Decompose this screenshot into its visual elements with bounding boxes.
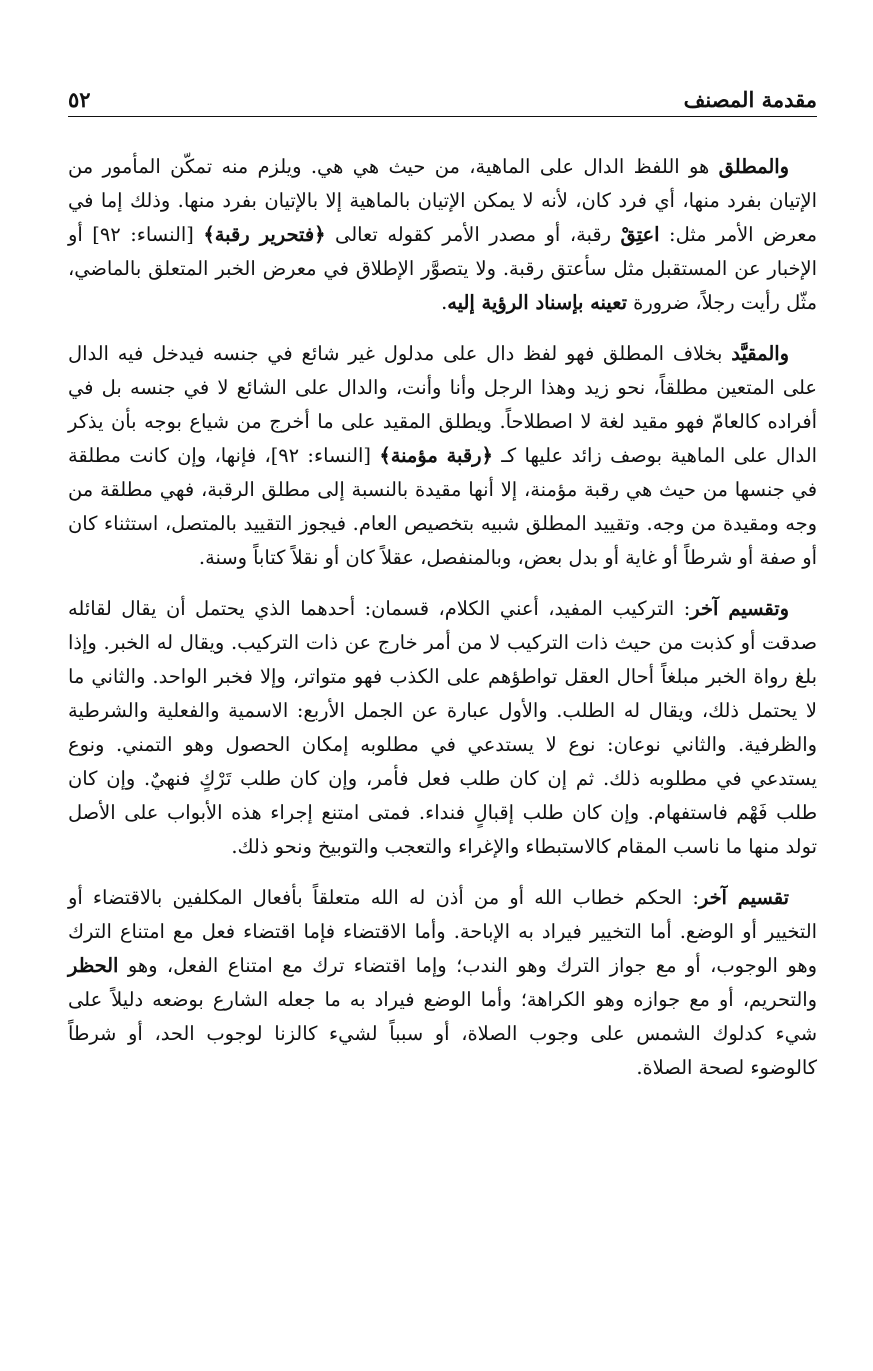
paragraph-muqayyad xyxy=(68,337,817,575)
term-itiq: اعتِقْ xyxy=(620,223,660,246)
running-title: مقدمة المصنف xyxy=(683,87,817,112)
page-number: ٥٢ xyxy=(68,87,91,112)
term-mutlaq: والمطلق xyxy=(718,155,789,178)
text-span: : التركيب المفيد، أعني الكلام، قسمان: أحدهما الذي يحتمل أن يقال لقائله صدقت أو كذبت من حيث ذات التركيب لا من أمر خارج عن ذات التركيب. ويقال له الخبر. وإذا بلغ رواة الخبر مبلغاً أحال العقل تواطؤهم على الكذب فهو متواتر، وإلا فخبر الواحد. والثاني ما لا يحتمل ذلك، ويقال له الطلب. والأول عبارة عن الجمل الأربع: الاسمية والفعلية والشرطية والظرفية. والثاني نوعان: نوع لا يستدعي في مطلوبه إمكان الحصول وهو التمني. ونوع يستدعي في مطلوبه ذلك. ثم إن كان طلب فعل فأمر، وإن كان طلب تَرْكٍ فنهيٌ. وإن كان طلب فَهْم فاستفهام. وإن كان طلب إقبالٍ فنداء. فمتى امتنع إجراء هذه الأبواب على الأصل تولد منها ما ناسب المقام كالاستبطاء والإغراء والتعجب والتوبيخ ونحو ذلك. xyxy=(68,597,817,858)
text-span: هو اللفظ الدال على الماهية، من حيث هي هي. ويلزم منه تمكّن المأمور من الإتيان بفرد منها، أي فرد كان، لأنه لا يمكن الإتيان بالماهية إلا بالإتيان بفرد منها. وذلك إما في معرض الأمر مثل: xyxy=(68,155,817,246)
quran-quote: ﴿رقبة مؤمنة﴾ xyxy=(379,444,493,467)
text-span: [النساء: ٩٢]، فإنها، وإن كانت مطلقة في جنسها من حيث هي رقبة مؤمنة، إلا أنها مقيدة بالنسبة إلى مطلق الرقبة، فهي مطلقة من وجه ومقيدة من وجه. وتقييد المطلق شبيه بتخصيص العام. فيجوز التقييد بالمتصل، استثناء كان أو صفة أو شرطاً أو غاية أو بدل بعض، وبالمنفصل، عقلاً كان أو نقلاً كتاباً وسنة. xyxy=(68,444,817,569)
term-taqsim: وتقسيم آخر xyxy=(690,597,790,620)
quran-quote: ﴿فتحرير رقبة﴾ xyxy=(203,223,326,246)
bold-phrase: تعينه بإسناد الرؤية إليه xyxy=(447,291,627,314)
term-taqsim: تقسيم آخر xyxy=(698,886,789,909)
page-header xyxy=(68,82,817,117)
text-span: . xyxy=(441,291,448,314)
text-span: والتحريم، أو مع جوازه وهو الكراهة؛ وأما الوضع فيراد به ما جعله الشارع بوضعه دليلاً على شيء كدلوك الشمس على وجوب الصلاة، أو سبباً لشيء كالزنا لوجوب الحد، أو شرطاً كالوضوء لصحة الصلاة. xyxy=(68,988,817,1079)
paragraph-taqsim-kalam xyxy=(68,592,817,864)
term-hazr: الحظر xyxy=(68,954,119,977)
paragraph-mutlaq xyxy=(68,150,817,320)
text-span: بخلاف المطلق فهو لفظ دال على مدلول غير شائع في جنسه فيدخل فيه الدال على المتعين مطلقاً، نحو زيد وهذا الرجل وأنا وأنت، والدال على الشائع لا في جنسه بل في أفراده كالعامّ فهو مقيد لغة لا اصطلاحاً. ويطلق المقيد على ما أخرج من شياع بوجه بأن يذكر الدال على الماهية بوصف زائد عليها كـ xyxy=(68,342,817,467)
text-span: [النساء: ٩٢] أو الإخبار عن المستقبل مثل سأعتق رقبة. ولا يتصوَّر الإطلاق في معرض الخبر المتعلق بالماضي، مثّل رأيت رجلاً، ضرورة xyxy=(68,223,817,314)
page-body xyxy=(68,150,817,1102)
paragraph-taqsim-hukm xyxy=(68,881,817,1085)
text-span: رقبة، أو مصدر الأمر كقوله تعالى xyxy=(325,223,621,246)
term-muqayyad: والمقيَّد xyxy=(731,342,789,365)
text-span: : الحكم خطاب الله أو من أذن له الله متعلقاً بأفعال المكلفين بالاقتضاء أو التخيير أو الوضع. أما التخيير فيراد به الإباحة. وأما الاقتضاء فإما اقتضاء فعل مع امتناع الترك وهو الوجوب، أو مع جواز الترك وهو الندب؛ وإما اقتضاء ترك مع امتناع الفعل، وهو xyxy=(68,886,817,977)
